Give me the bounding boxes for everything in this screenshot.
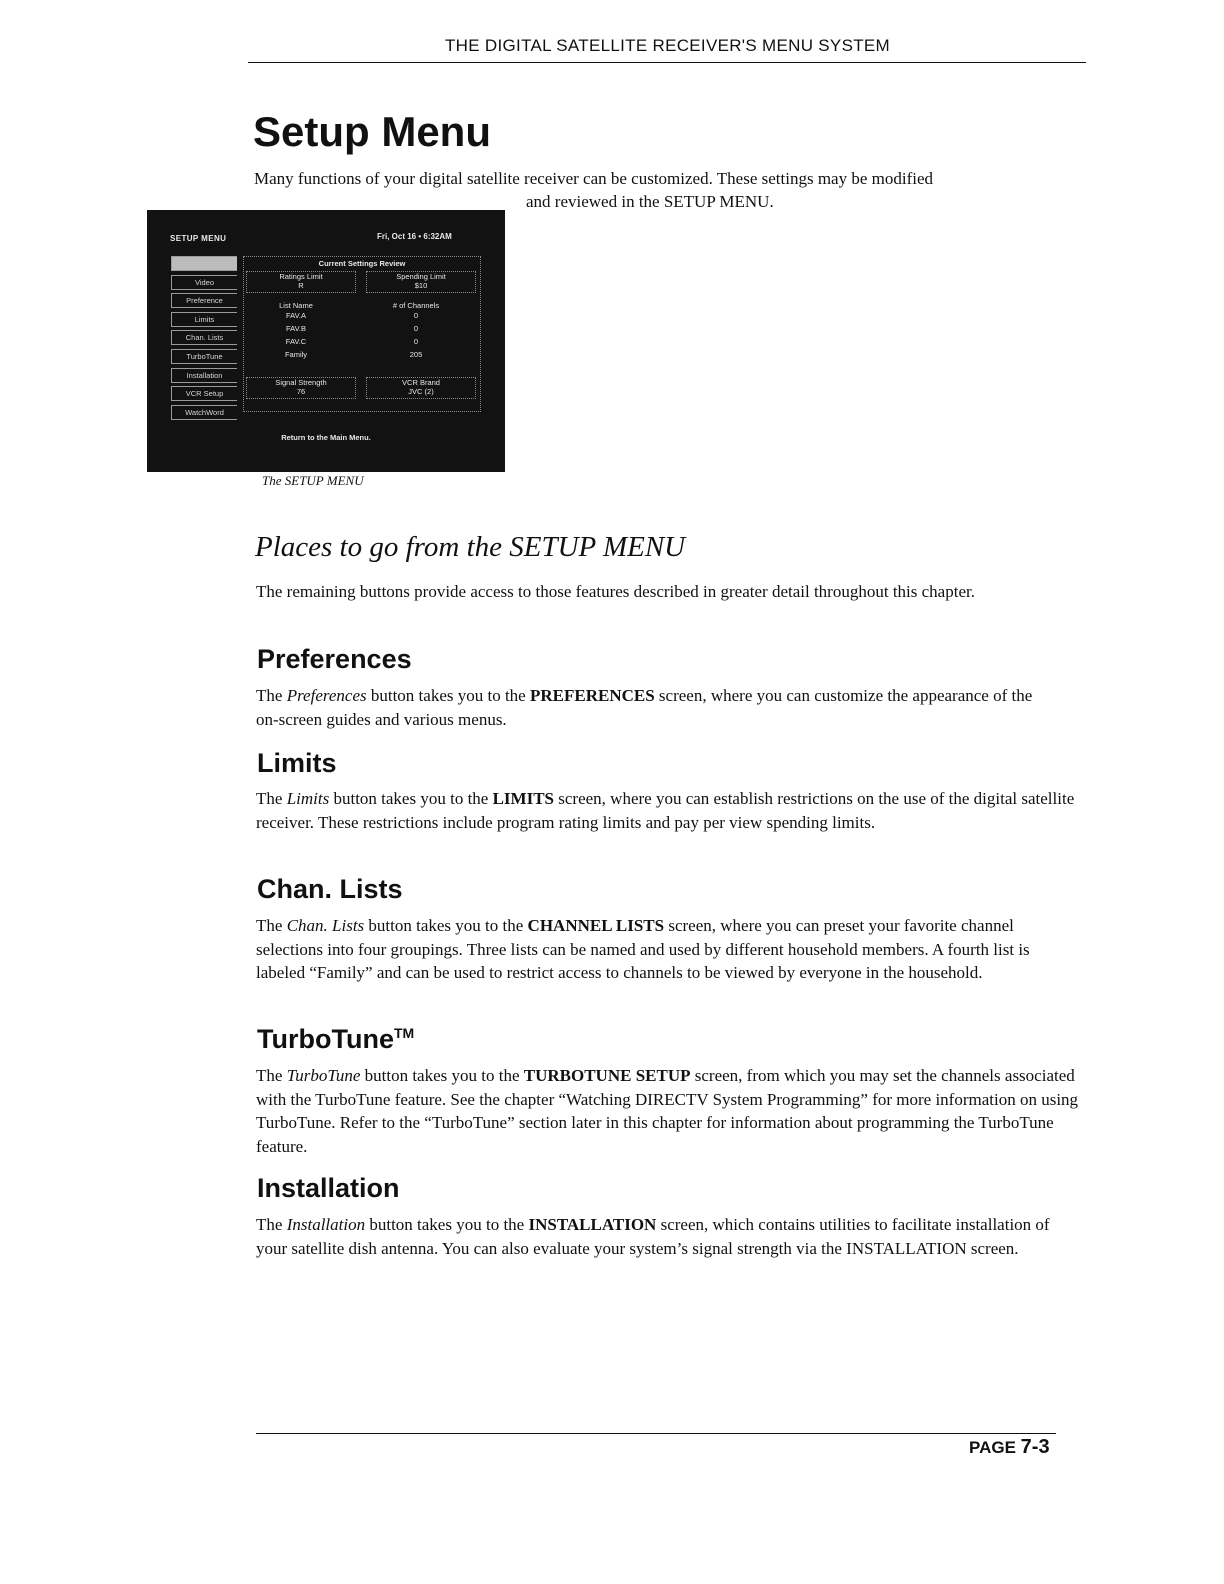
menu-item-preference: Preference (171, 293, 237, 308)
menu-item-vcr-setup: VCR Setup (171, 386, 237, 401)
chan-lists-heading: Chan. Lists (257, 874, 403, 904)
menu-item-chan-lists: Chan. Lists (171, 330, 237, 345)
preferences-paragraph: The Preferences button takes you to the PREFERENCES screen, where you can customize the appearance of the on-screen guides and various menus. (256, 686, 1033, 729)
places-paragraph: The remaining buttons provide access to those features described in greater detail throughout this chapter. (256, 582, 975, 601)
intro-paragraph (254, 167, 1074, 213)
list-count: 0 (413, 311, 419, 320)
running-header: THE DIGITAL SATELLITE RECEIVER'S MENU SYSTEM (445, 36, 890, 55)
spending-limit-box (366, 271, 476, 293)
page-number: PAGE 7-3 (969, 1436, 1050, 1458)
signal-strength-label: Signal Strength (275, 378, 327, 387)
channels-header: # of Channels (392, 301, 440, 310)
vcr-brand-value: JVC (2) (408, 387, 434, 396)
menu-item-turbotune: TurboTune (171, 349, 237, 364)
screen-title: SETUP MENU (170, 234, 227, 243)
vcr-brand-box (366, 377, 476, 399)
menu-item-video: Video (171, 275, 237, 290)
footer-rule (256, 1433, 1056, 1434)
figure-caption: The SETUP MENU (262, 473, 364, 488)
list-count: 205 (409, 350, 423, 359)
preferences-heading: Preferences (257, 644, 412, 674)
signal-strength-box (246, 377, 356, 399)
intro-line-2: and reviewed in the SETUP MENU. (526, 192, 774, 211)
limits-heading: Limits (257, 748, 337, 778)
settings-review-panel (243, 256, 481, 412)
menu-item-installation: Installation (171, 368, 237, 383)
installation-heading: Installation (257, 1173, 400, 1203)
return-main-menu: Return to the Main Menu. (281, 433, 371, 442)
section-title: Places to go from the SETUP MENU (255, 531, 686, 563)
list-name: FAV.A (285, 311, 306, 320)
page-title: Setup Menu (253, 108, 491, 155)
list-name: Family (284, 350, 308, 359)
ratings-limit-value: R (298, 281, 304, 290)
spending-limit-label: Spending Limit (396, 272, 446, 281)
turbotune-heading: TurboTune™ (257, 1024, 415, 1054)
limits-paragraph: The Limits button takes you to the LIMITS screen, where you can establish restrictions on the use of the digital satellite receiver. These restrictions include program rating limits and pay per view spending limits. (256, 789, 1075, 832)
list-name-header: List Name (279, 301, 313, 310)
header-rule (248, 62, 1086, 63)
signal-strength-value: 76 (296, 387, 306, 396)
screen-datetime: Fri, Oct 16 • 6:32AM (377, 232, 452, 241)
vcr-brand-label: VCR Brand (402, 378, 440, 387)
list-count: 0 (413, 324, 419, 333)
panel-title: Current Settings Review (318, 259, 406, 268)
list-count: 0 (413, 337, 419, 346)
menu-item-highlighted (171, 256, 237, 271)
ratings-limit-box (246, 271, 356, 293)
installation-paragraph: The Installation button takes you to the INSTALLATION screen, which contains utilities to facilitate installation of your satellite dish antenna. You can also evaluate your system’s signal strength via the INSTALLATION screen. (256, 1215, 1050, 1258)
menu-item-limits: Limits (171, 312, 237, 327)
spending-limit-value: $10 (414, 281, 428, 290)
intro-line-1: Many functions of your digital satellite receiver can be customized. These settings may be modified (254, 169, 934, 188)
setup-menu-screenshot (147, 210, 505, 472)
turbotune-paragraph: The TurboTune button takes you to the TURBOTUNE SETUP screen, from which you may set the channels associated with the TurboTune feature. See the chapter “Watching DIRECTV System Programming” for more information on using TurboTune. Refer to the “TurboTune” section later in this chapter for information about programming the TurboTune feature. (256, 1066, 1079, 1156)
ratings-limit-label: Ratings Limit (279, 272, 323, 281)
chan-lists-paragraph: The Chan. Lists button takes you to the CHANNEL LISTS screen, where you can preset your favorite channel selections into four groupings. Three lists can be named and used by different household members. A fourth list is labeled “Family” and can be used to restrict access to channels to be viewed by everyone in the household. (256, 916, 1030, 982)
menu-item-watchword: WatchWord (171, 405, 237, 420)
screen-menu (171, 256, 237, 423)
list-name: FAV.C (285, 337, 307, 346)
list-name: FAV.B (285, 324, 306, 333)
